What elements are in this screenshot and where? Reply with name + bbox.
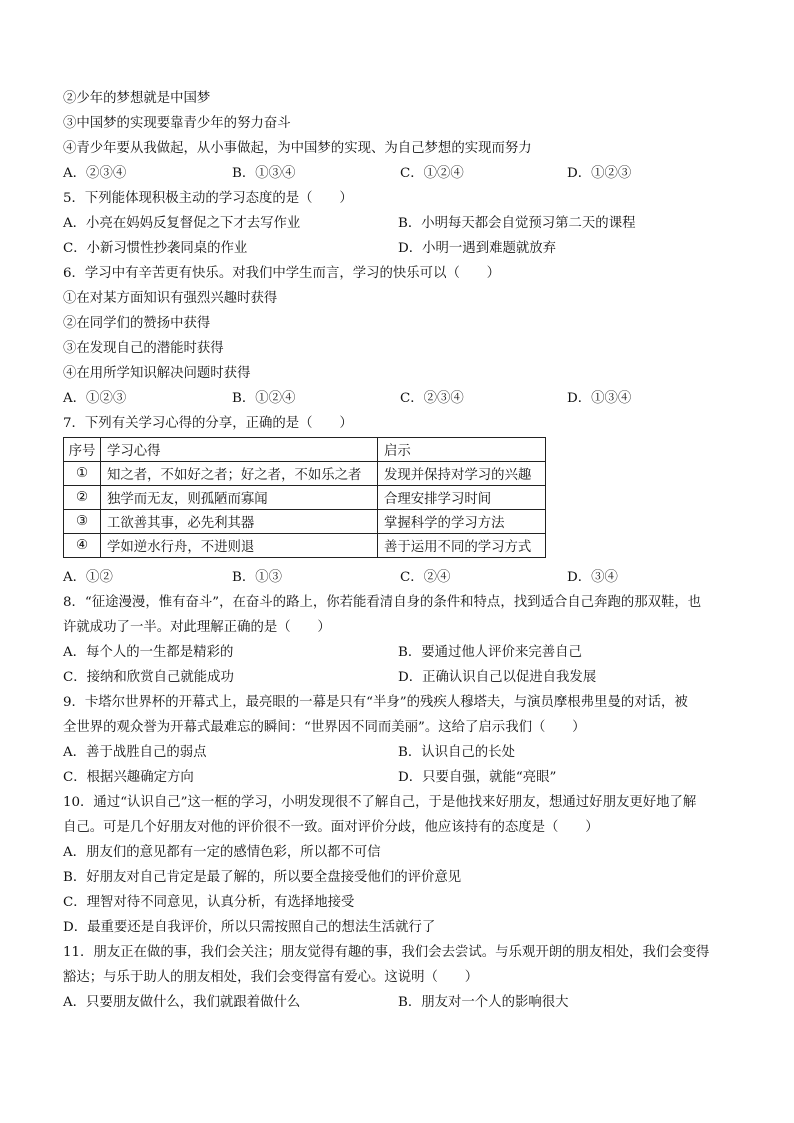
q10-option-c: C．理智对待不同意见，认真分析，有选择地接受 — [63, 895, 355, 910]
table-header-row — [64, 438, 546, 462]
q10-option-b: B．好朋友对自己肯定是最了解的，所以要全盘接受他们的评价意见 — [63, 870, 462, 885]
q6-option-d: D．①③④ — [567, 391, 632, 406]
study-notes-table — [63, 437, 546, 558]
row-insight: 发现并保持对学习的兴趣 — [378, 462, 546, 486]
q9-option-b: B．认识自己的长处 — [398, 745, 515, 760]
row-notes: 工欲善其事，必先利其器 — [101, 510, 378, 534]
question-11-stem-line1: 11．朋友正在做的事，我们会关注；朋友觉得有趣的事，我们会去尝试。与乐观开朗的朋友相处，我们会变得 — [63, 945, 710, 960]
q8-option-d: D．正确认识自己以促进自我发展 — [398, 670, 597, 685]
header-number: 序号 — [64, 438, 101, 462]
row-number: ① — [64, 462, 101, 486]
q6-option-b: B．①②④ — [232, 391, 296, 406]
row-notes: 独学而无友，则孤陋而寡闻 — [101, 486, 378, 510]
row-notes: 学如逆水行舟，不进则退 — [101, 534, 378, 558]
q7-option-a: A．①② — [63, 570, 113, 585]
table-row — [64, 462, 546, 486]
q7-option-d: D．③④ — [567, 570, 618, 585]
header-notes: 学习心得 — [101, 438, 378, 462]
q10-option-d: D．最重要还是自我评价，所以只需按照自己的想法生活就行了 — [63, 920, 436, 935]
q7-option-c: C．②④ — [400, 570, 451, 585]
q6-item-4: ④在用所学知识解决问题时获得 — [63, 366, 251, 381]
question-10-stem-line1: 10．通过“认识自己”这一框的学习，小明发现很不了解自己，于是他找来好朋友，想通过好朋友更好地了解 — [63, 795, 697, 810]
q11-option-a: A．只要朋友做什么，我们就跟着做什么 — [63, 995, 301, 1010]
option-a: A．②③④ — [63, 166, 127, 181]
q9-option-c: C．根据兴趣确定方向 — [63, 770, 194, 785]
q8-option-c: C．接纳和欣赏自己就能成功 — [63, 670, 234, 685]
option-b: B．①③④ — [232, 166, 296, 181]
q9-option-a: A．善于战胜自己的弱点 — [63, 745, 207, 760]
q5-option-b: B．小明每天都会自觉预习第二天的课程 — [398, 216, 636, 231]
row-number: ② — [64, 486, 101, 510]
row-insight: 善于运用不同的学习方式 — [378, 534, 546, 558]
question-10-stem-line2: 自己。可是几个好朋友对他的评价很不一致。面对评价分歧，他应该持有的态度是（ ） — [63, 820, 599, 835]
row-notes: 知之者，不如好之者；好之者，不如乐之者 — [101, 462, 378, 486]
row-insight: 合理安排学习时间 — [378, 486, 546, 510]
q11-option-b: B．朋友对一个人的影响很大 — [398, 995, 569, 1010]
row-number: ④ — [64, 534, 101, 558]
question-5-stem: 5．下列能体现积极主动的学习态度的是（ ） — [63, 191, 353, 206]
row-number: ③ — [64, 510, 101, 534]
statement-3: ③中国梦的实现要靠青少年的努力奋斗 — [63, 116, 291, 131]
question-9-stem-line2: 全世界的观众誉为开幕式最难忘的瞬间：“世界因不同而美丽”。这给了启示我们（ ） — [63, 720, 586, 735]
q8-option-a: A．每个人的一生都是精彩的 — [63, 645, 234, 660]
question-11-stem-line2: 豁达；与乐于助人的朋友相处，我们会变得富有爱心。这说明（ ） — [63, 970, 479, 985]
question-8-stem-line1: 8．“征途漫漫，惟有奋斗”，在奋斗的路上，你若能看清自身的条件和特点，找到适合自己奔跑的那双鞋，也 — [63, 595, 702, 610]
table-row — [64, 510, 546, 534]
table-row — [64, 486, 546, 510]
question-9-stem-line1: 9．卡塔尔世界杯的开幕式上，最亮眼的一幕是只有“半身”的残疾人穆塔夫，与演员摩根弗里曼的对话，被 — [63, 695, 688, 710]
q5-option-a: A．小亮在妈妈反复督促之下才去写作业 — [63, 216, 301, 231]
option-c: C．①②④ — [400, 166, 464, 181]
q6-option-c: C．②③④ — [400, 391, 464, 406]
q6-item-3: ③在发现自己的潜能时获得 — [63, 341, 224, 356]
q6-item-2: ②在同学们的赞扬中获得 — [63, 316, 211, 331]
question-6-stem: 6．学习中有辛苦更有快乐。对我们中学生而言，学习的快乐可以（ ） — [63, 266, 501, 281]
row-insight: 掌握科学的学习方法 — [378, 510, 546, 534]
question-7-stem: 7．下列有关学习心得的分享，正确的是（ ） — [63, 416, 353, 431]
q8-option-b: B．要通过他人评价来完善自己 — [398, 645, 582, 660]
q9-option-d: D．只要自强，就能“亮眼” — [398, 770, 557, 785]
q7-option-b: B．①③ — [232, 570, 283, 585]
option-d: D．①②③ — [567, 166, 632, 181]
q5-option-c: C．小新习惯性抄袭同桌的作业 — [63, 241, 248, 256]
q6-option-a: A．①②③ — [63, 391, 127, 406]
q5-option-d: D．小明一遇到难题就放弃 — [398, 241, 557, 256]
question-8-stem-line2: 许就成功了一半。对此理解正确的是（ ） — [63, 620, 331, 635]
q10-option-a: A．朋友们的意见都有一定的感情色彩，所以都不可信 — [63, 845, 381, 860]
table-row — [64, 534, 546, 558]
statement-2: ②少年的梦想就是中国梦 — [63, 91, 211, 106]
statement-4: ④青少年要从我做起，从小事做起，为中国梦的实现、为自己梦想的实现而努力 — [63, 141, 532, 156]
header-insight: 启示 — [378, 438, 546, 462]
q6-item-1: ①在对某方面知识有强烈兴趣时获得 — [63, 291, 278, 306]
